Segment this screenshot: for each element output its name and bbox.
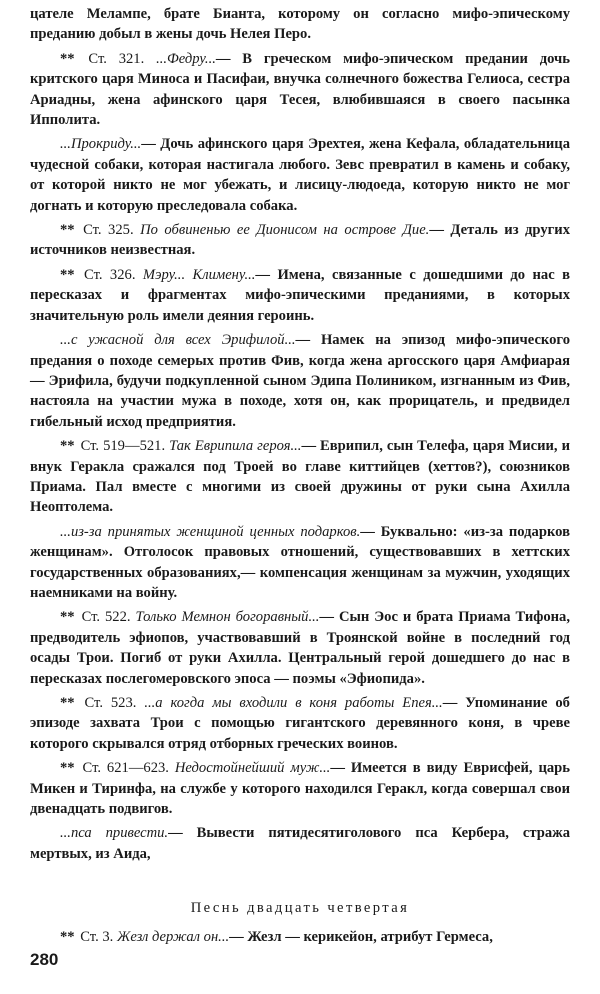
note-entry — [30, 49, 570, 131]
line-reference: Ст. 522. — [81, 609, 131, 626]
note-text: — Имеется в виду Еврисфей, царь Микен и Тиринфа, на службе у которого находился Геракл, когда совершал свои двенадцать подвигов. — [30, 760, 570, 818]
note-entry — [30, 927, 570, 947]
line-reference: Ст. 523. — [84, 695, 137, 711]
note-text: — В греческом мифо-эпическом предании дочь критского царя Миноса и Пасифаи, внучка солнечного божества Гелиоса, сестра Ариадны, жена афинского царя Тесея, влюбившаяся в своего пасынка Ипполита. — [30, 50, 570, 129]
note-entry — [30, 436, 570, 518]
footnote-marker: ** — [60, 50, 75, 67]
note-text: — Вывести пятидесятиголового пса Кербера, стража мертвых, из Аида, — [30, 825, 571, 862]
lemma: Недостойнейший муж... — [174, 760, 331, 777]
lemma: Мэру... Климену... — [142, 266, 256, 283]
note-text: — Имена, связанные с дошедшими до нас в пересказах и фрагментах мифо-эпическими преданиями, в которых значительную роль имели деяния героинь. — [30, 266, 570, 324]
note-subentry — [30, 823, 570, 864]
line-reference: Ст. 3. — [80, 928, 114, 945]
line-reference: Ст. 326. — [84, 266, 136, 283]
lemma: ...с ужасной для всех Эрифилой... — [60, 332, 296, 349]
note-text: — Еврипил, сын Телефа, царя Мисии, и внук Геракла сражался под Троей во главе киттийцев (хеттов?), союзников Приама. Пал вместе с многими из своей дружины от руки сына Ахилла Неоптолема. — [30, 438, 570, 516]
footnote-marker: ** — [60, 266, 75, 283]
note-entry — [30, 693, 570, 754]
note-subentry — [30, 330, 570, 432]
lemma: По обвиненью ее Дионисом на острове Дие. — [140, 222, 430, 239]
footnote-marker: ** — [60, 609, 75, 626]
note-entry — [30, 758, 570, 819]
note-text: — Намек на эпизод мифо-эпического предания о походе семерых против Фив, когда жена аргосского царя Амфиарая — Эрифила, будучи подкупленной сыном Эдипа Полиником, изгнанным из Фив, настояла на участии мужа в походе, хотя он, как прорицатель, и предвидел гибельный исход предприятия. — [30, 332, 570, 430]
lemma: ...а когда мы входили в коня работы Епея... — [144, 695, 443, 711]
lemma: ...Прокриду... — [60, 136, 142, 153]
lemma: ...пса привести. — [60, 825, 169, 842]
lemma: Так Еврипила героя... — [169, 438, 302, 455]
line-reference: Ст. 325. — [83, 222, 134, 239]
footnote-marker: ** — [60, 438, 75, 455]
footnote-marker: ** — [60, 222, 75, 239]
note-entry — [30, 265, 570, 326]
line-reference: Ст. 321. — [88, 50, 145, 67]
section-heading: Песнь двадцать четвертая — [190, 900, 410, 917]
lemma: Жезл держал он... — [116, 928, 230, 945]
page-number: 280 — [30, 950, 59, 969]
note-text: — Дочь афинского царя Эрехтея, жена Кефала, обладательница чудесной собаки, которая настигала любого. Зевс превратил в камень и собаку, от которой никто не мог убежать, и лисицу-людоеда, которую никто не мог догнать и которую преследовала собака. — [30, 136, 570, 214]
footnote-marker: ** — [60, 760, 75, 777]
note-text: — Буквально: «из-за подарков женщинам». Отголосок правовых отношений, существовавших в хеттских государственных образованиях,— компенсация женщинам за мужчин, уходящих наемниками на войну. — [30, 523, 570, 601]
note-text: — Сын Эос и брата Приама Тифона, предводитель эфиопов, участвовавший в Троянской войне в последний год осады Трои. Погиб от руки Ахилла. Центральный герой дошедшего до нас в пересказах послегомеровского эпоса — поэмы «Эфиопида». — [30, 609, 570, 687]
lemma: ...Федру... — [156, 50, 216, 67]
note-entry — [30, 220, 570, 261]
footnote-marker: ** — [60, 695, 75, 711]
line-reference: Ст. 519—521. — [80, 438, 166, 455]
note-subentry — [30, 134, 570, 216]
lemma: ...из-за принятых женщиной ценных подарков. — [60, 523, 361, 540]
paragraph-continuation: цателе Мелампе, брате Бианта, которому он согласно мифо-эпическому преданию добыл в жены дочь Нелея Перо. — [30, 6, 570, 43]
lemma: Только Мемнон богоравный... — [135, 609, 320, 626]
note-subentry — [30, 522, 570, 604]
note-text: — Упоминание об эпизоде захвата Трои с помощью гигантского деревянного коня, в чреве которого скрывался отряд отборных греческих воинов. — [30, 695, 570, 752]
footnote-marker: ** — [60, 928, 75, 945]
note-text: — Жезл — керикейон, атрибут Гермеса, — [229, 928, 493, 945]
note-entry — [30, 607, 570, 689]
line-reference: Ст. 621—623. — [82, 760, 169, 777]
note-text: — Деталь из других источников неизвестная. — [30, 222, 570, 259]
